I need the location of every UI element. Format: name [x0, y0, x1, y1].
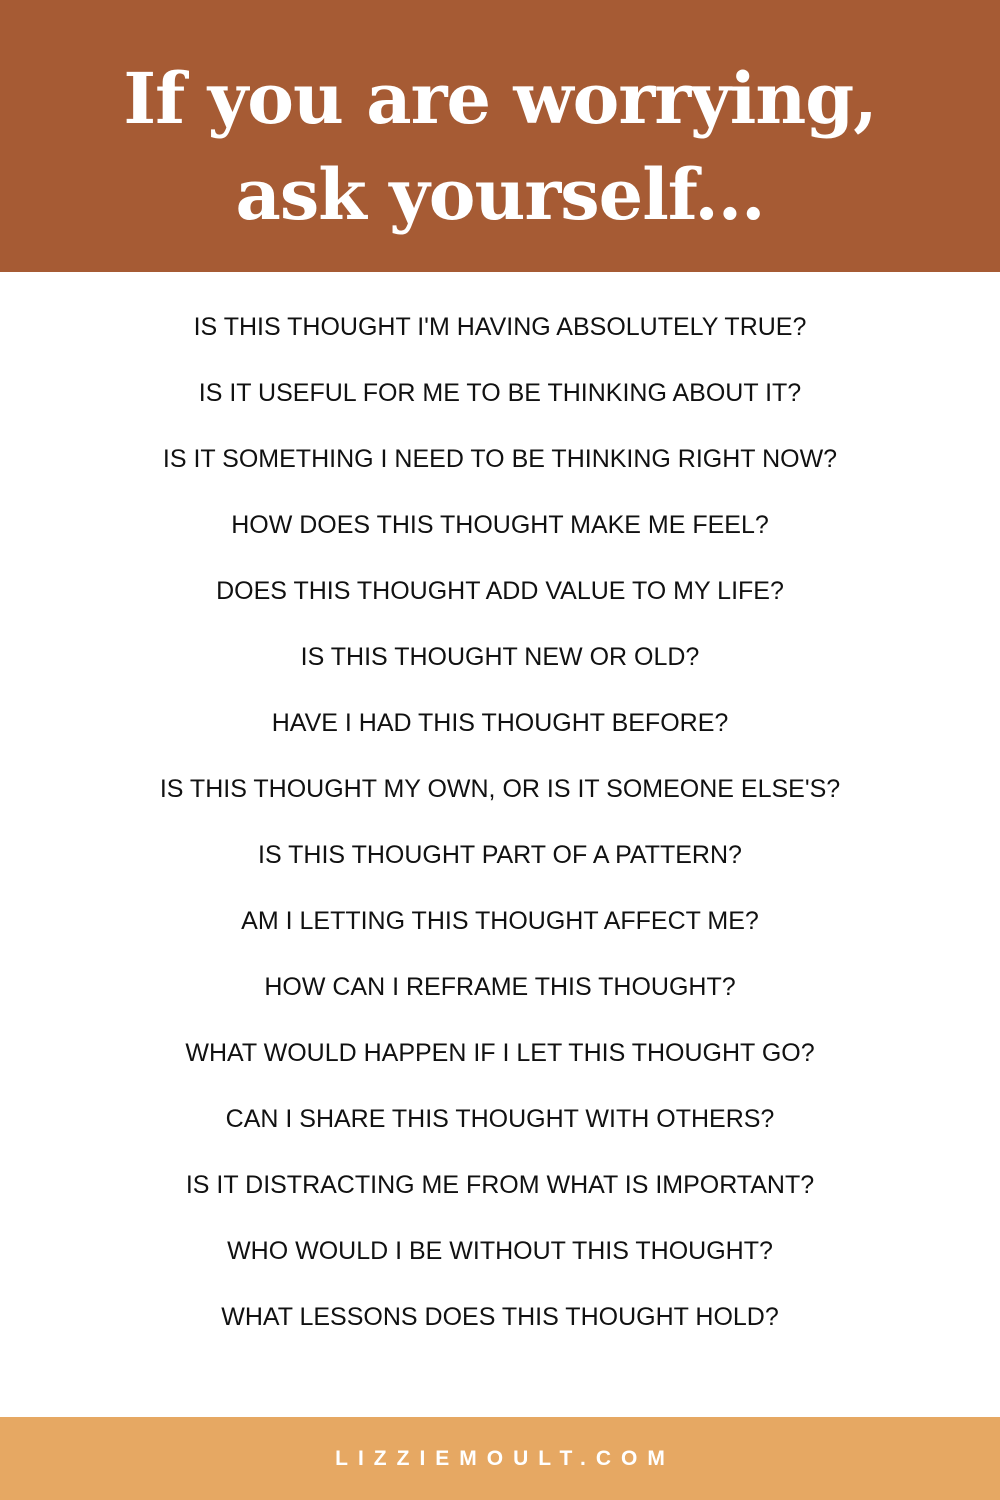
question-item: DOES THIS THOUGHT ADD VALUE TO MY LIFE? [216, 577, 784, 605]
question-item: HAVE I HAD THIS THOUGHT BEFORE? [271, 709, 729, 737]
question-item: CAN I SHARE THIS THOUGHT WITH OTHERS? [225, 1105, 775, 1133]
footer-banner [0, 1417, 1000, 1500]
question-item: IS IT DISTRACTING ME FROM WHAT IS IMPORTANT? [185, 1171, 815, 1199]
question-item: HOW CAN I REFRAME THIS THOUGHT? [264, 973, 736, 1001]
title-line-2: ask yourself... [235, 153, 765, 236]
question-item: WHAT LESSONS DOES THIS THOUGHT HOLD? [221, 1303, 779, 1331]
question-item: IS THIS THOUGHT I'M HAVING ABSOLUTELY TRUE? [193, 313, 807, 341]
title-line-1: If you are worrying, [123, 57, 877, 140]
question-item: HOW DOES THIS THOUGHT MAKE ME FEEL? [231, 511, 769, 539]
website-label: LIZZIEMOULT.COM [335, 1447, 675, 1470]
question-item: IS IT USEFUL FOR ME TO BE THINKING ABOUT IT? [198, 379, 802, 407]
header-banner [0, 0, 1000, 272]
question-item: WHO WOULD I BE WITHOUT THIS THOUGHT? [227, 1237, 773, 1265]
question-item: IS THIS THOUGHT NEW OR OLD? [300, 643, 700, 671]
question-item: IS IT SOMETHING I NEED TO BE THINKING RIGHT NOW? [162, 445, 838, 473]
question-item: AM I LETTING THIS THOUGHT AFFECT ME? [241, 907, 759, 935]
question-item: WHAT WOULD HAPPEN IF I LET THIS THOUGHT GO? [185, 1039, 815, 1067]
question-item: IS THIS THOUGHT MY OWN, OR IS IT SOMEONE ELSE'S? [159, 775, 841, 803]
question-list [0, 304, 1000, 1360]
question-item: IS THIS THOUGHT PART OF A PATTERN? [258, 841, 742, 869]
